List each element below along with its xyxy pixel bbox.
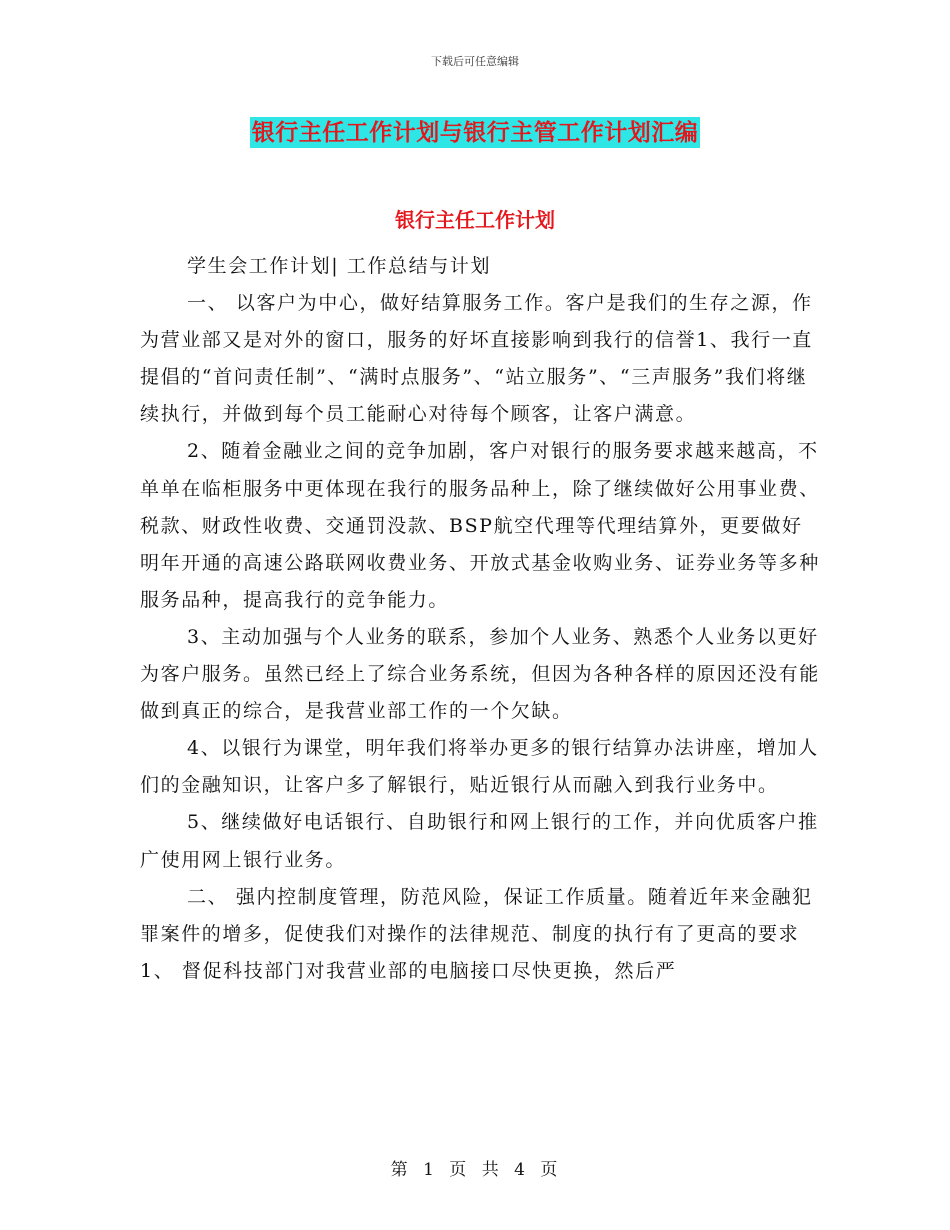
document-title (0, 114, 950, 147)
section-title: 银行主任工作计划 (395, 208, 555, 232)
paragraph: 二、 强内控制度管理，防范风险，保证工作质量。随着近年来金融犯罪案件的增多，促使我们对操作的法律规范、制度的执行有了更高的要求1、 督促科技部门对我营业部的电脑接口尽快更换，然后严 (140, 885, 813, 982)
paragraph: 一、 以客户为中心，做好结算服务工作。客户是我们的生存之源，作为营业部又是对外的窗口，服务的好坏直接影响到我行的信誉1、我行一直提倡的“首问责任制”、“满时点服务”、“站立服务”、“三声服务”我们将继续执行，并做到每个员工能耐心对待每个顾客，让客户满意。 (140, 292, 813, 426)
paragraph: 2、随着金融业之间的竞争加剧，客户对银行的服务要求越来越高，不单单在临柜服务中更体现在我行的服务品种上，除了继续做好公用事业费、税款、财政性收费、交通罚没款、BSP航空代理等代理结算外，更要做好明年开通的高速公路联网收费业务、开放式基金收购业务、证券业务等多种服务品种，提高我行的竞争能力。 (140, 440, 820, 611)
paragraph: 3、主动加强与个人业务的联系，参加个人业务、熟悉个人业务以更好为客户服务。虽然已经上了综合业务系统，但因为各种各样的原因还没有能做到真正的综合，是我营业部工作的一个欠缺。 (140, 625, 820, 723)
header-note: 下载后可任意编辑 (431, 55, 519, 68)
paragraph: 4、以银行为课堂，明年我们将举办更多的银行结算办法讲座，增加人们的金融知识，让客户多了解银行，贴近银行从而融入到我行业务中。 (140, 737, 819, 797)
paragraph: 学生会工作计划| 工作总结与计划 (187, 255, 492, 277)
page-number-footer: 第 1 页 共 4 页 (390, 1160, 560, 1180)
body-text (140, 248, 820, 990)
paragraph: 5、继续做好电话银行、自助银行和网上银行的工作，并向优质客户推广使用网上银行业务。 (140, 811, 819, 871)
document-title-text: 银行主任工作计划与银行主管工作计划汇编 (251, 119, 699, 146)
